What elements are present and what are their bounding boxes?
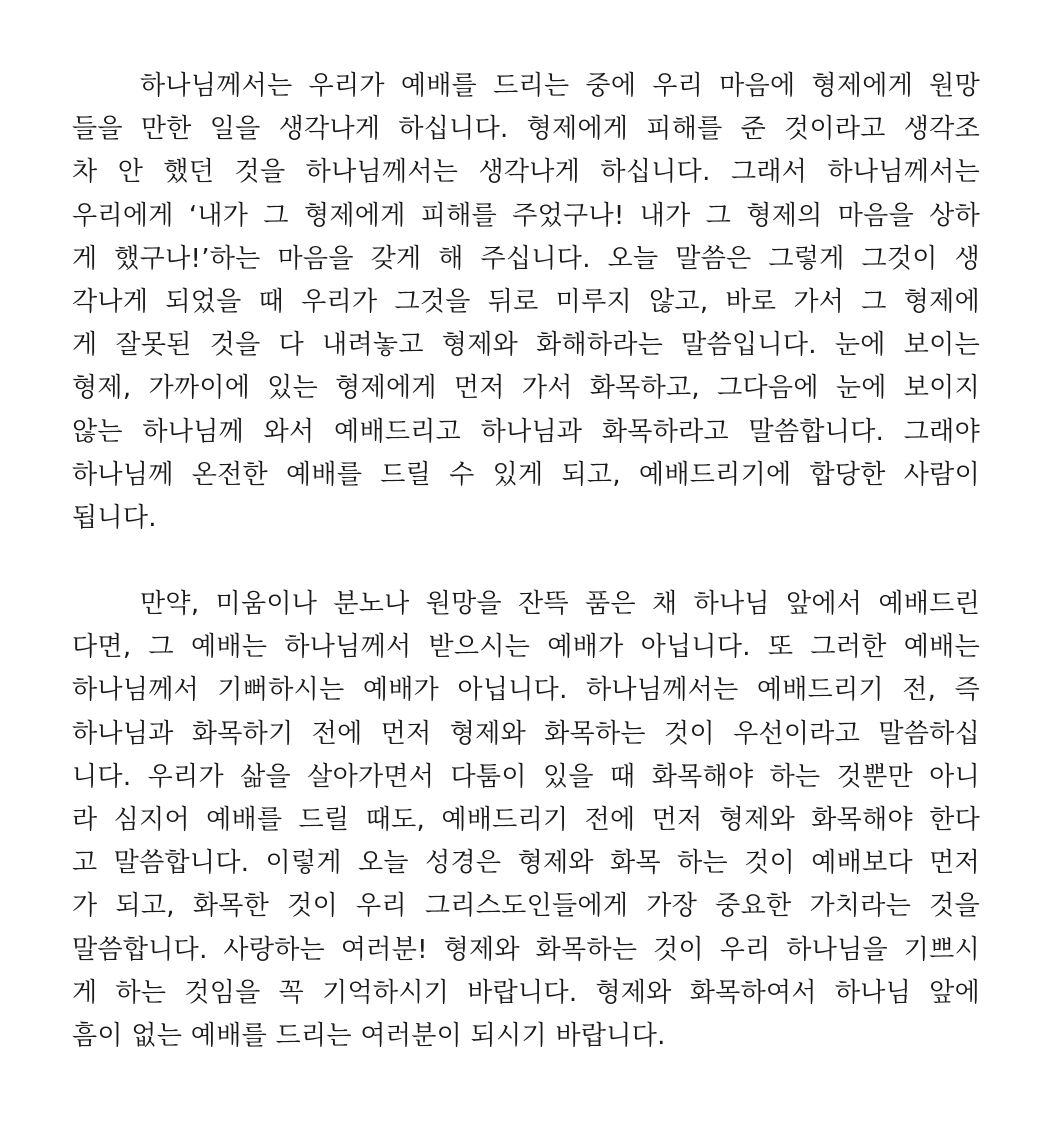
text-line: 라 심지어 예배를 드릴 때도, 예배드리기 전에 먼저 형제와 화목해야 한다 [72, 805, 980, 835]
text-line: 됩니다. [72, 502, 157, 533]
document-page [72, 65, 980, 1058]
paragraph-1 [72, 65, 980, 540]
text-line: 흠이 없는 예배를 드리는 여러분이 되시기 바랍니다. [72, 1020, 666, 1051]
text-line: 형제, 가까이에 있는 형제에게 먼저 가서 화목하고, 그다음에 눈에 보이지 [72, 373, 980, 404]
text-line: 다면, 그 예배는 하나님께서 받으시는 예배가 아닙니다. 또 그러한 예배는 [72, 632, 980, 663]
text-line: 않는 하나님께 와서 예배드리고 하나님과 화목하라고 말씀합니다. 그래야 [72, 416, 980, 447]
text-line: 만약, 미움이나 분노나 원망을 잔뜩 품은 채 하나님 앞에서 예배드린 [140, 589, 980, 620]
text-line: 들을 만한 일을 생각나게 하십니다. 형제에게 피해를 준 것이라고 생각조 [72, 114, 980, 145]
text-line: 하나님과 화목하기 전에 먼저 형제와 화목하는 것이 우선이라고 말씀하십 [72, 718, 980, 749]
text-line: 하나님께 온전한 예배를 드릴 수 있게 되고, 예배드리기에 합당한 사람이 [72, 459, 980, 490]
text-line: 게 했구나!’하는 마음을 갖게 해 주십니다. 오늘 말씀은 그렇게 그것이 생 [72, 243, 980, 274]
text-line: 게 잘못된 것을 다 내려놓고 형제와 화해하라는 말씀입니다. 눈에 보이는 [72, 330, 980, 361]
text-line: 각나게 되었을 때 우리가 그것을 뒤로 미루지 않고, 바로 가서 그 형제에 [72, 286, 980, 317]
text-line: 게 하는 것임을 꼭 기억하시기 바랍니다. 형제와 화목하여서 하나님 앞에 [72, 977, 980, 1008]
text-line: 말씀합니다. 사랑하는 여러분! 형제와 화목하는 것이 우리 하나님을 기쁘시 [72, 934, 980, 965]
text-line: 차 안 했던 것을 하나님께서는 생각나게 하십니다. 그래서 하나님께서는 [72, 157, 980, 188]
paragraph-spacer [72, 540, 980, 583]
text-line: 하나님께서는 우리가 예배를 드리는 중에 우리 마음에 형제에게 원망 [140, 71, 980, 101]
paragraph-2 [72, 583, 980, 1058]
text-line: 니다. 우리가 삶을 살아가면서 다툼이 있을 때 화목해야 하는 것뿐만 아니 [72, 761, 980, 792]
text-line: 우리에게 ‘내가 그 형제에게 피해를 주었구나! 내가 그 형제의 마음을 상하 [72, 200, 980, 231]
text-line: 고 말씀합니다. 이렇게 오늘 성경은 형제와 화목 하는 것이 예배보다 먼저 [72, 848, 980, 879]
text-line: 하나님께서 기뻐하시는 예배가 아닙니다. 하나님께서는 예배드리기 전, 즉 [72, 675, 980, 706]
text-line: 가 되고, 화목한 것이 우리 그리스도인들에게 가장 중요한 가치라는 것을 [72, 891, 980, 922]
